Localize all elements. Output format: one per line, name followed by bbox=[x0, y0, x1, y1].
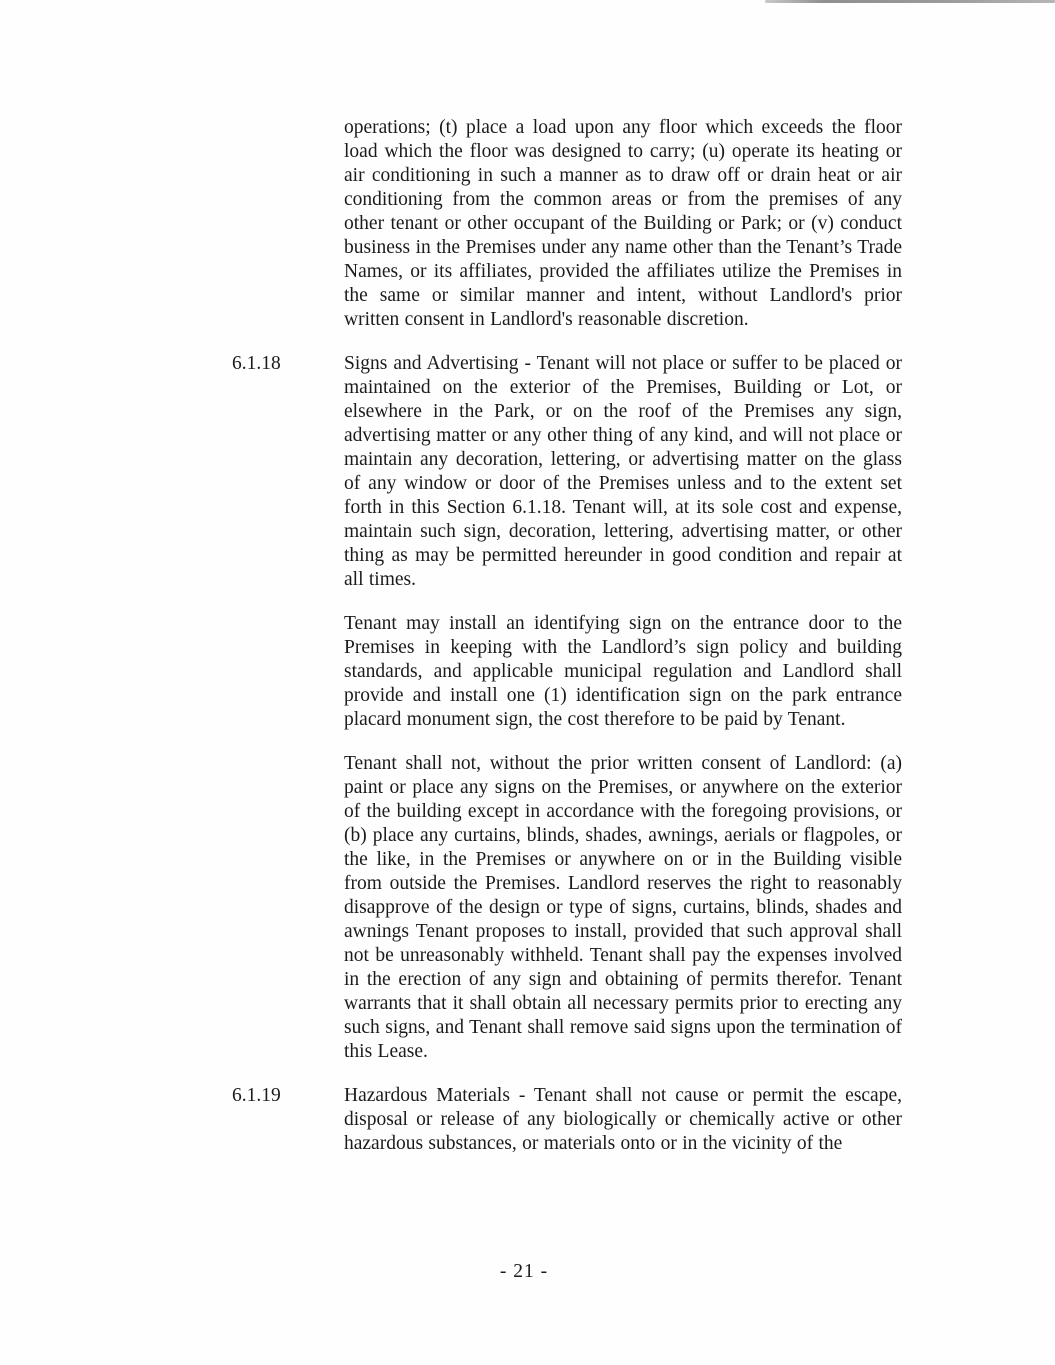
section-6-1-18 bbox=[232, 352, 904, 1084]
paragraph: Tenant may install an identifying sign on the entrance door to the Premises in keeping with the Landlord’s sign policy and building standards, and applicable municipal regulation and Landlord shall provide and install one (1) identification sign on the park entrance placard monument sign, the cost therefore to be paid by Tenant. bbox=[344, 613, 902, 730]
paragraph: Signs and Advertising - Tenant will not place or suffer to be placed or maintained on the exterior of the Premises, Building or Lot, or elsewhere in the Park, or on the roof of the Premises any sign, advertising matter or any other thing of any kind, and will not place or maintain any decoration, lettering, or advertising matter on the glass of any window or door of the Premises unless and to the extent set forth in this Section 6.1.18. Tenant will, at its sole cost and expense, maintain such sign, decoration, lettering, advertising matter, or other thing as may be permitted hereunder in good condition and repair at all times. bbox=[344, 353, 902, 590]
paragraph: Hazardous Materials - Tenant shall not cause or permit the escape, disposal or release of any biologically or chemically active or other hazardous substances, or materials onto or in the vicinity of the bbox=[344, 1085, 902, 1154]
section-body bbox=[344, 116, 902, 352]
section-6-1-19 bbox=[232, 1084, 904, 1176]
section-number: 6.1.19 bbox=[232, 1085, 281, 1106]
page-number: - 21 - bbox=[499, 1261, 549, 1282]
paragraph: Tenant shall not, without the prior written consent of Landlord: (a) paint or place any signs on the Premises, or anywhere on the exterior of the building except in accordance with the foregoing provisions, or (b) place any curtains, blinds, shades, awnings, aerials or flagpoles, or the like, in the Premises or anywhere on or in the Building visible from outside the Premises. Landlord reserves the right to reasonably disapprove of the design or type of signs, curtains, blinds, shades and awnings Tenant proposes to install, provided that such approval shall not be unreasonably withheld. Tenant shall pay the expenses involved in the erection of any sign and obtaining of permits therefor. Tenant warrants that it shall obtain all necessary permits prior to erecting any such signs, and Tenant shall remove said signs upon the termination of this Lease. bbox=[344, 753, 902, 1062]
scan-edge-line bbox=[765, 0, 1055, 3]
section-continuation bbox=[232, 116, 904, 352]
paragraph: operations; (t) place a load upon any floor which exceeds the floor load which the floor was designed to carry; (u) operate its heating or air conditioning in such a manner as to draw off or drain heat or air conditioning from the common areas or from the premises of any other tenant or other occupant of the Building or Park; or (v) conduct business in the Premises under any name other than the Tenant’s Trade Names, or its affiliates, provided the affiliates utilize the Premises in the same or similar manner and intent, without Landlord's prior written consent in Landlord's reasonable discretion. bbox=[344, 117, 902, 330]
page-content bbox=[232, 116, 904, 1176]
section-number: 6.1.18 bbox=[232, 353, 281, 374]
section-body bbox=[344, 1084, 902, 1176]
section-body bbox=[344, 352, 902, 1084]
